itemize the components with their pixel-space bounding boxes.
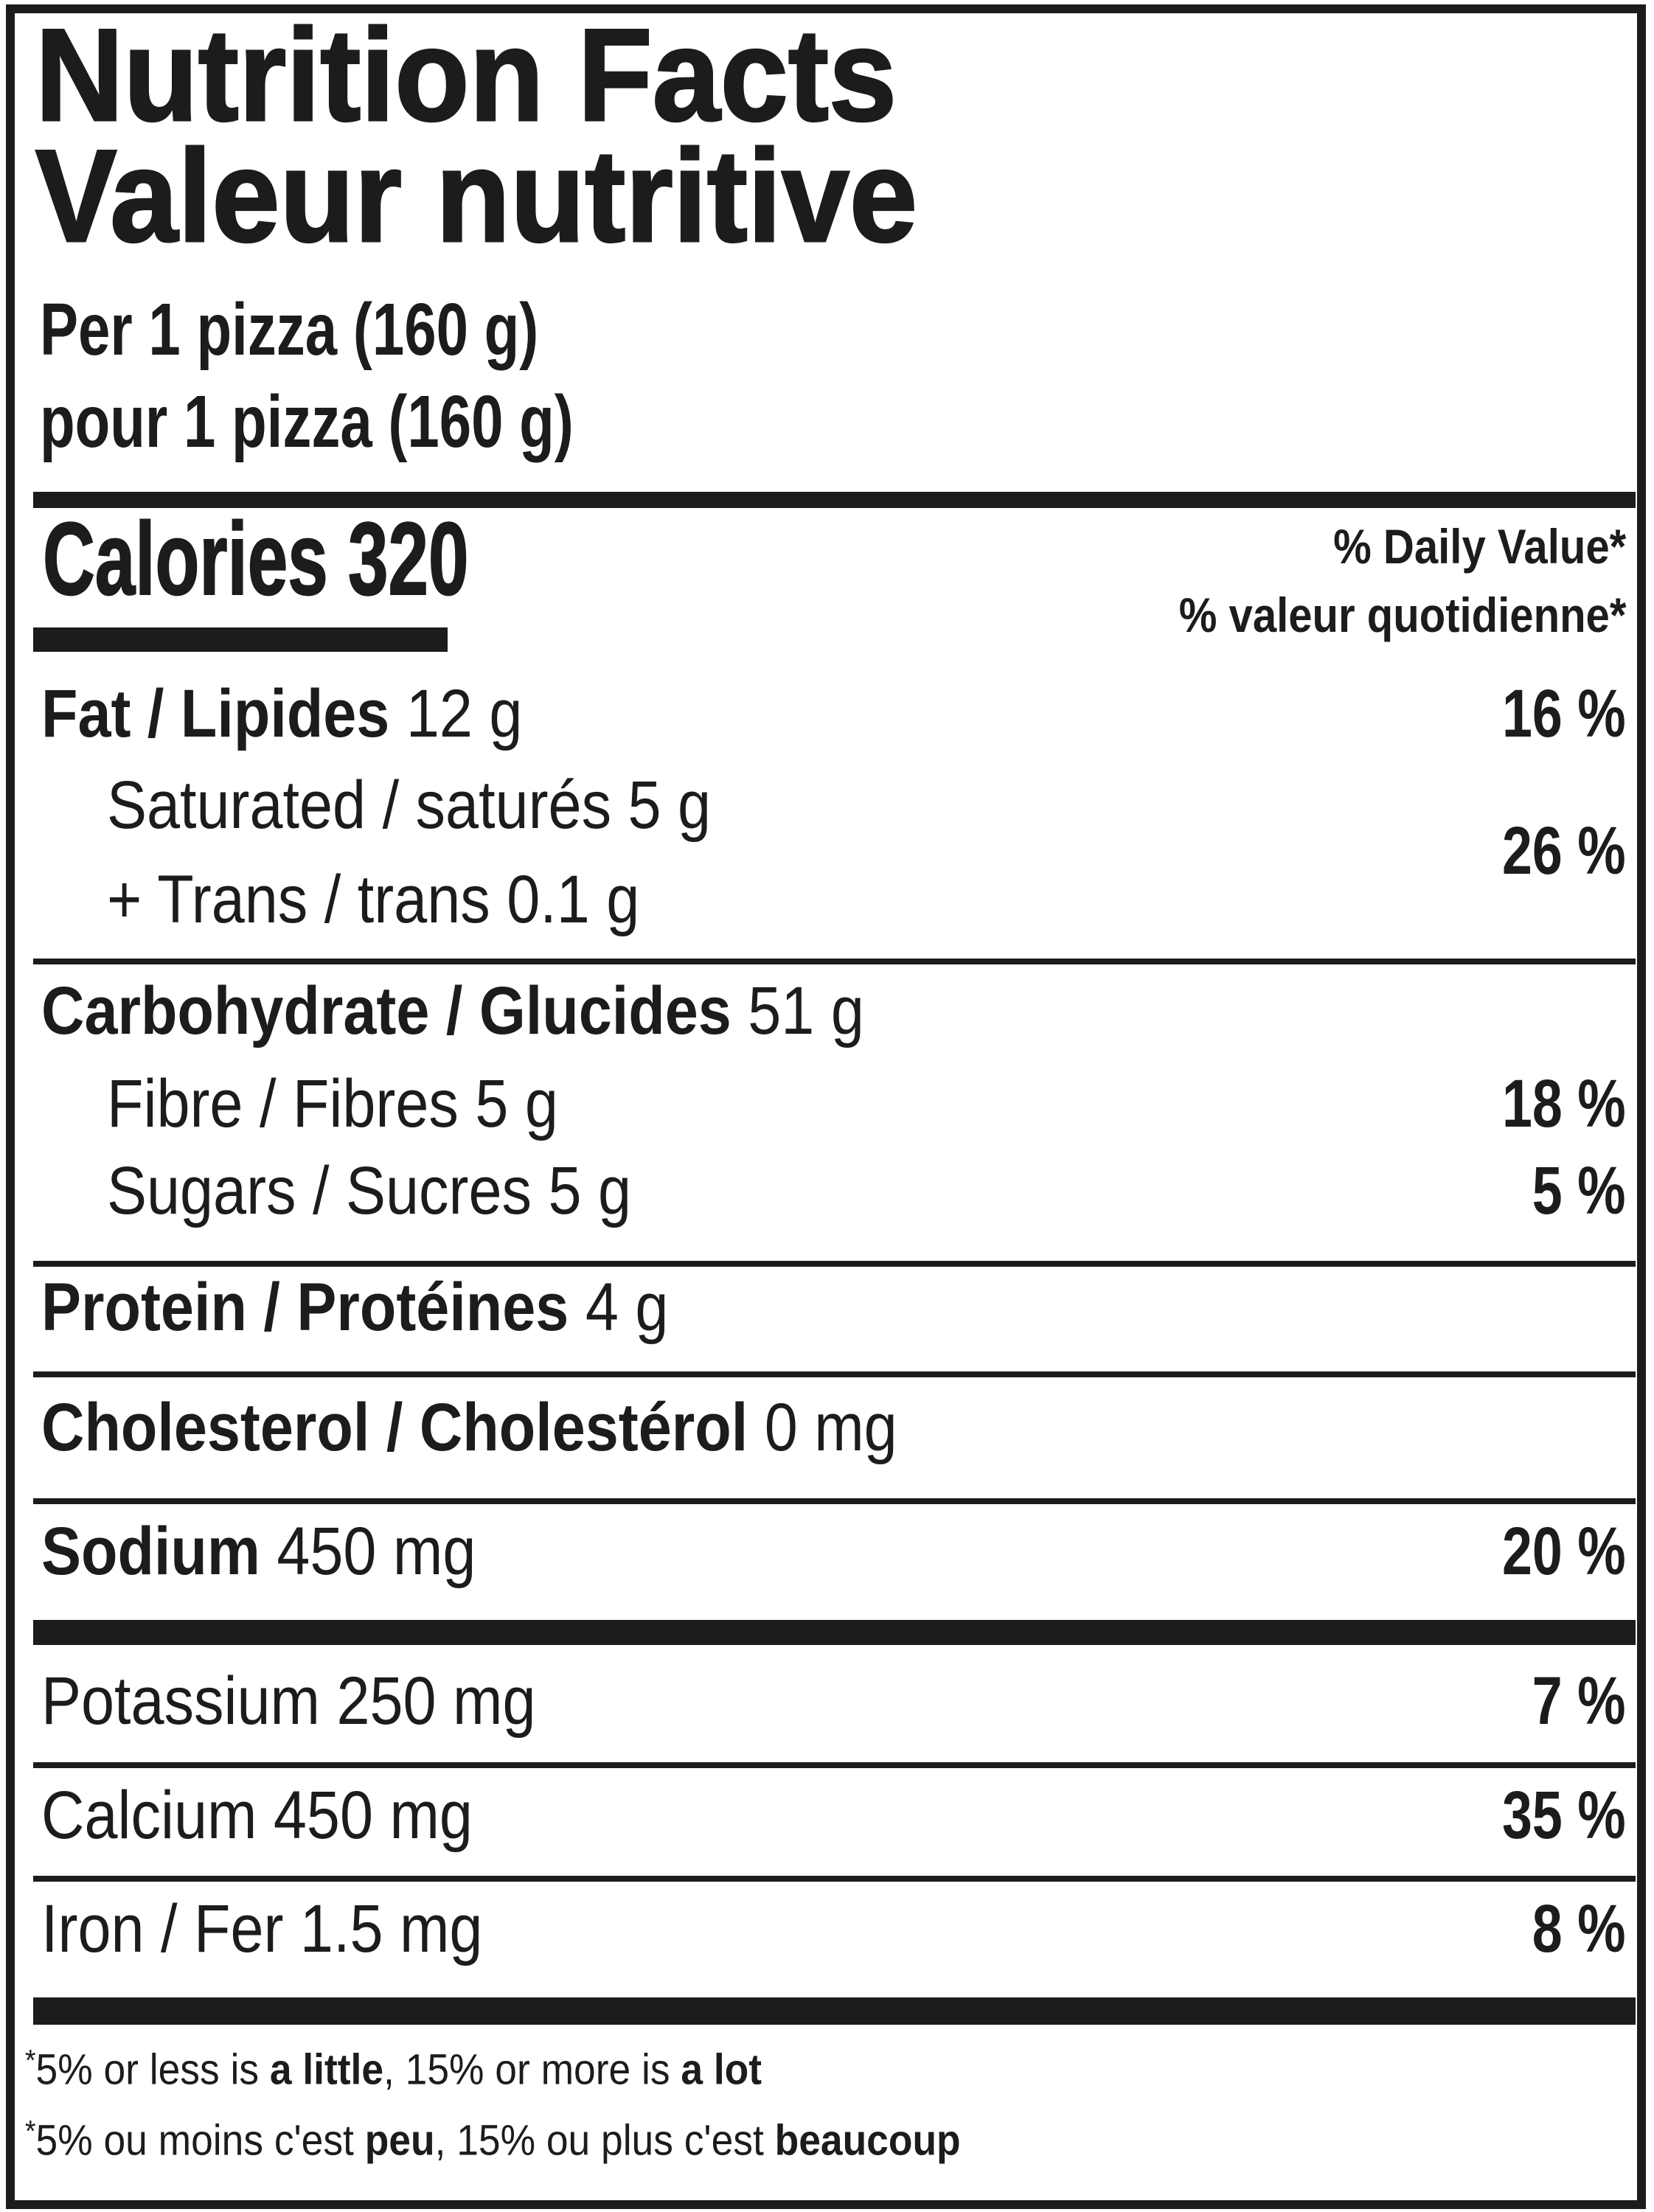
row-sugars: Sugars / Sucres 5 g: [107, 1153, 632, 1228]
calories-label: Calories: [43, 501, 328, 616]
row-protein: Protein / Protéines 4 g: [41, 1270, 669, 1345]
row-iron: Iron / Fer 1.5 mg: [41, 1891, 483, 1966]
title-fr: Valeur nutritive: [35, 122, 917, 269]
divider: [33, 1498, 1636, 1504]
row-carbohydrate: Carbohydrate / Glucides 51 g: [41, 973, 864, 1048]
row-sodium-pct: 20 %: [1502, 1514, 1626, 1589]
divider: [33, 1876, 1636, 1882]
row-potassium: Potassium 250 mg: [41, 1663, 536, 1739]
footnote-fr: *5% ou moins c'est peu, 15% ou plus c'est beaucoup: [25, 2114, 961, 2165]
serving-size-en: Per 1 pizza (160 g): [40, 288, 539, 371]
divider: [33, 1762, 1636, 1768]
row-sodium: Sodium 450 mg: [41, 1514, 476, 1589]
footnote-en: *5% or less is a little, 15% or more is a lot: [25, 2043, 762, 2094]
row-fat-pct: 16 %: [1502, 676, 1626, 751]
row-calcium: Calcium 450 mg: [41, 1778, 473, 1853]
divider-thick-sodium: [33, 1620, 1636, 1645]
daily-value-header-en: % Daily Value*: [1332, 519, 1626, 574]
divider: [33, 959, 1636, 964]
daily-value-header-fr: % valeur quotidienne*: [1178, 588, 1626, 642]
serving-size-fr: pour 1 pizza (160 g): [40, 380, 574, 463]
row-calcium-pct: 35 %: [1502, 1778, 1626, 1853]
divider-thick-bottom: [33, 1997, 1636, 2025]
divider: [33, 1371, 1636, 1377]
footnote-asterisk: *: [25, 2114, 36, 2148]
calories-underline-bar: [33, 627, 448, 652]
footnote-asterisk: *: [25, 2043, 36, 2077]
row-iron-pct: 8 %: [1532, 1891, 1626, 1966]
row-sugars-pct: 5 %: [1532, 1153, 1626, 1228]
row-fat: Fat / Lipides 12 g: [41, 676, 523, 751]
row-fibre-pct: 18 %: [1502, 1066, 1626, 1141]
title-en: Nutrition Facts: [35, 1, 897, 148]
row-fibre: Fibre / Fibres 5 g: [107, 1066, 558, 1141]
nutrition-facts-label: [6, 1, 1646, 2209]
divider: [33, 1261, 1636, 1267]
row-cholesterol: Cholesterol / Cholestérol 0 mg: [41, 1390, 897, 1465]
daily-value-header: [1118, 512, 1626, 650]
row-trans: + Trans / trans 0.1 g: [107, 862, 640, 937]
row-potassium-pct: 7 %: [1532, 1663, 1626, 1739]
row-saturated-trans-pct: 26 %: [1502, 813, 1626, 888]
calories-row: [43, 501, 651, 616]
calories-value: 320: [347, 501, 469, 616]
row-saturated: Saturated / saturés 5 g: [107, 768, 712, 843]
